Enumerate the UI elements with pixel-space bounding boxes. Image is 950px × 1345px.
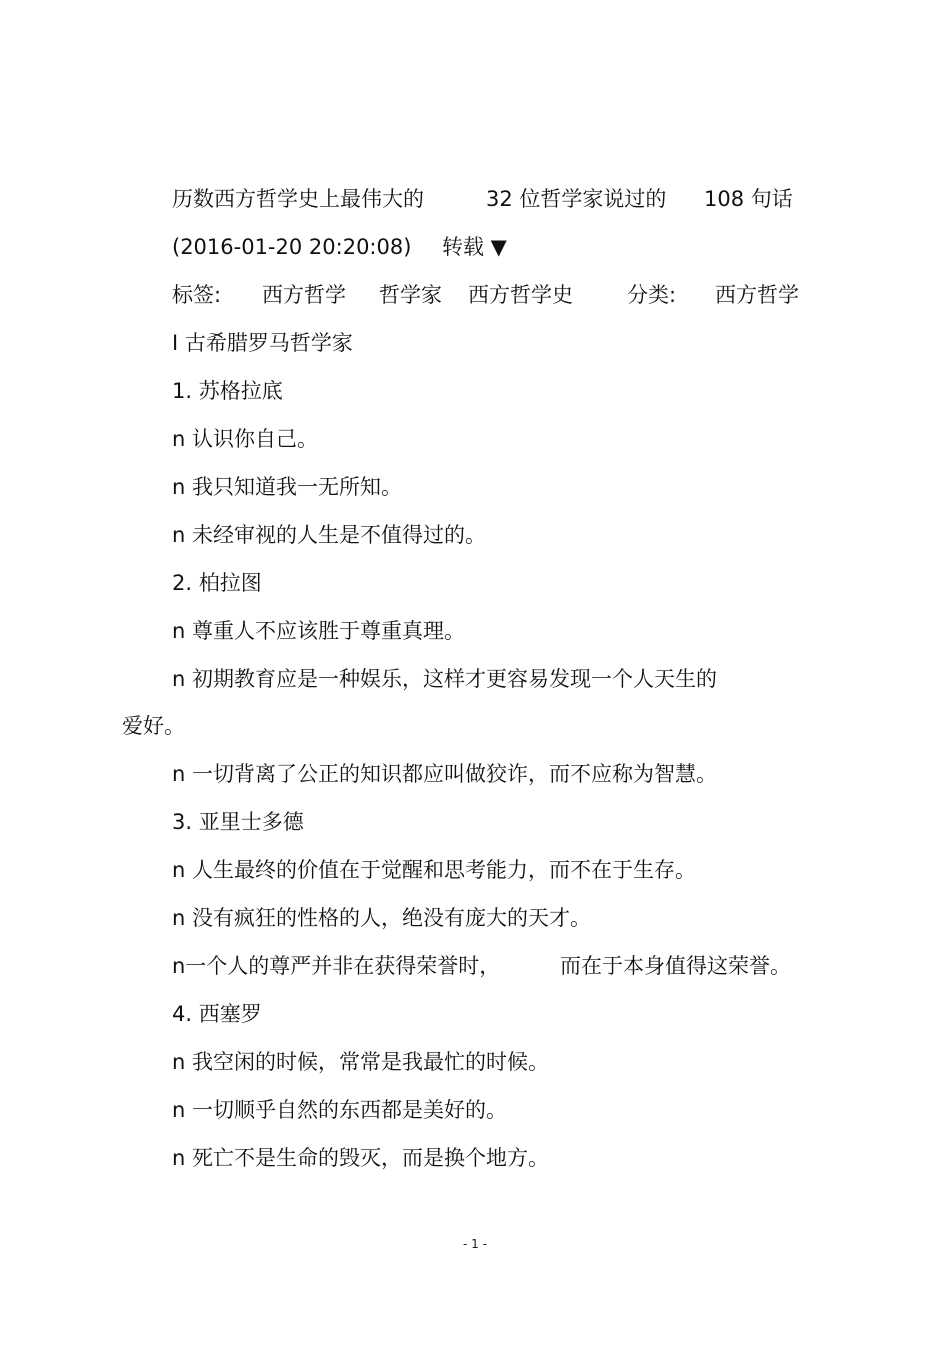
- quote-item: n 未经审视的人生是不值得过的。: [172, 523, 486, 547]
- quote-item: n 我只知道我一无所知。: [172, 475, 402, 499]
- philosopher-heading-aristotle: 3. 亚里士多德: [172, 810, 304, 834]
- quote-item-continuation: 爱好。: [122, 714, 185, 738]
- title-part-3: 108 句话: [704, 187, 793, 211]
- tag-link-3[interactable]: 西方哲学史: [468, 283, 573, 307]
- quote-part-2: 而在于本身值得这荣誉。: [560, 954, 791, 978]
- repost-link[interactable]: 转载 ▼: [442, 235, 507, 259]
- quote-item: n 一切顺乎自然的东西都是美好的。: [172, 1098, 507, 1122]
- quote-item: n 初期教育应是一种娱乐，这样才更容易发现一个人天生的: [172, 667, 717, 691]
- tag-link-2[interactable]: 哲学家: [379, 283, 442, 307]
- post-date: (2016-01-20 20:20:08): [172, 235, 412, 259]
- quote-item: n 人生最终的价值在于觉醒和思考能力，而不在于生存。: [172, 858, 696, 882]
- title-part-1: 历数西方哲学史上最伟大的: [172, 187, 424, 211]
- quote-item: n 我空闲的时候，常常是我最忙的时候。: [172, 1050, 549, 1074]
- quote-part-1: n一个人的尊严并非在获得荣誉时，: [172, 954, 501, 978]
- category-link[interactable]: 西方哲学: [715, 283, 799, 307]
- philosopher-heading-cicero: 4. 西塞罗: [172, 1002, 262, 1026]
- tags-label: 标签:: [172, 283, 222, 307]
- quote-item: n 死亡不是生命的毁灭，而是换个地方。: [172, 1146, 549, 1170]
- quote-item: n 没有疯狂的性格的人，绝没有庞大的天才。: [172, 906, 591, 930]
- philosopher-heading-socrates: 1. 苏格拉底: [172, 379, 283, 403]
- category-label: 分类:: [627, 283, 677, 307]
- philosopher-heading-plato: 2. 柏拉图: [172, 571, 262, 595]
- section-heading: I 古希腊罗马哲学家: [172, 331, 353, 355]
- tag-link-1[interactable]: 西方哲学: [262, 283, 346, 307]
- quote-item: n 尊重人不应该胜于尊重真理。: [172, 619, 465, 643]
- page-number: - 1 -: [463, 1237, 487, 1251]
- quote-item: n 认识你自己。: [172, 427, 318, 451]
- quote-item: n 一切背离了公正的知识都应叫做狡诈，而不应称为智慧。: [172, 762, 717, 786]
- title-part-2: 32 位哲学家说过的: [486, 187, 667, 211]
